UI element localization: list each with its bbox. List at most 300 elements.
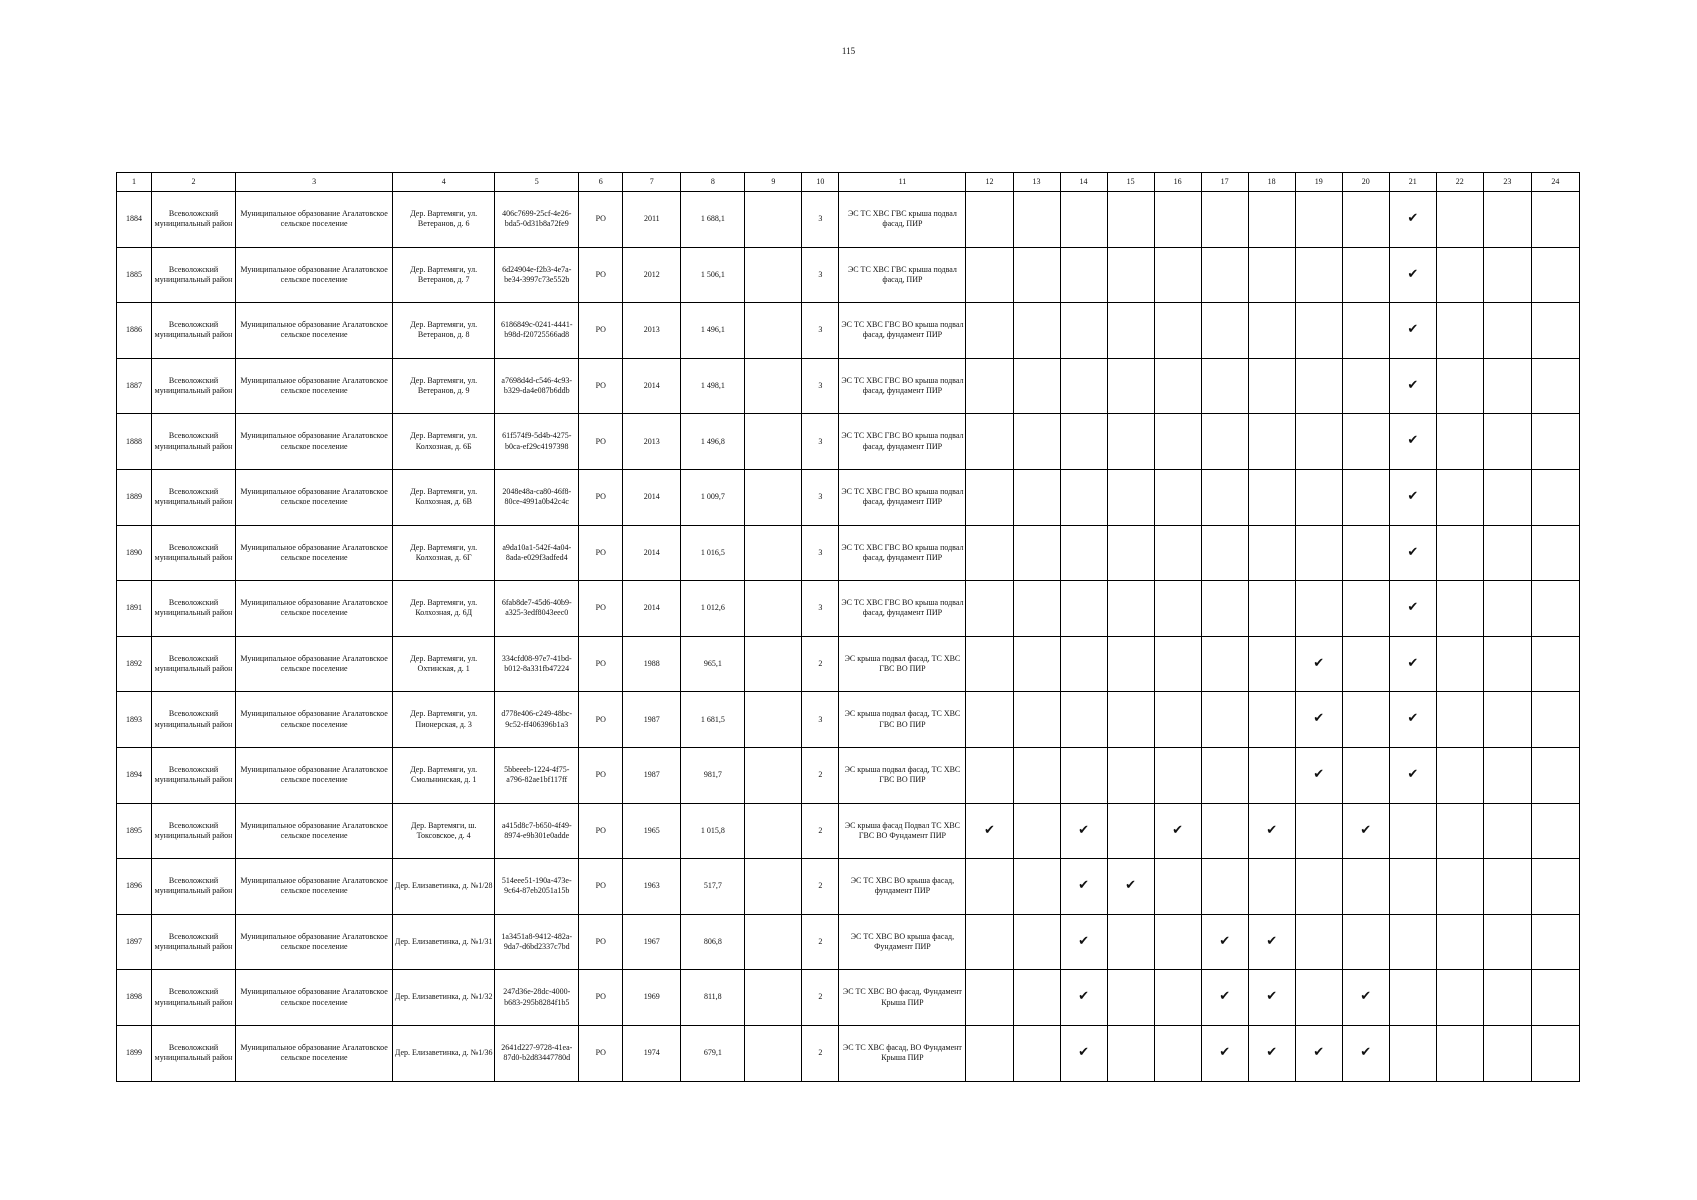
work-column-17-cell [1201,747,1248,803]
work-column-12-cell [966,525,1013,581]
district-cell: Всеволожский муниципальный район [152,358,236,414]
column-number-19: 19 [1295,173,1342,192]
column-number-row [117,173,1580,192]
housing-register-table [116,172,1580,1082]
row-number-cell: 1892 [117,636,152,692]
works-cell: ЭС ТС ХВС ГВС ВО крыша подвал фасад, фундамент ПИР [839,303,966,359]
work-column-12-cell [966,747,1013,803]
row-number-cell: 1894 [117,747,152,803]
work-column-12-cell [966,859,1013,915]
work-column-18-cell [1248,803,1295,859]
work-column-18-cell [1248,1025,1295,1081]
address-cell: Дер. Вартемяги, ул. Ветеранов, д. 9 [393,358,495,414]
building-id-cell: 1a3451a8-9412-482a-9da7-d6bd2337c7bd [495,914,579,970]
work-column-20-cell [1342,469,1389,525]
work-column-24-cell [1531,636,1579,692]
area-cell: 1 498,1 [681,358,745,414]
checkmark-icon: ✔ [984,822,995,838]
column-9-cell [745,914,802,970]
work-column-18-cell [1248,747,1295,803]
building-id-cell: 6186849c-0241-4441-b98d-f20725566ad8 [495,303,579,359]
work-column-14-cell [1060,358,1107,414]
work-column-23-cell [1483,747,1531,803]
type-cell: РО [579,636,623,692]
type-cell: РО [579,692,623,748]
work-column-18-cell [1248,581,1295,637]
column-number-7: 7 [623,173,681,192]
work-column-20-cell [1342,636,1389,692]
type-cell: РО [579,803,623,859]
work-column-24-cell [1531,859,1579,915]
type-cell: РО [579,414,623,470]
work-column-15-cell [1107,192,1154,248]
work-column-15-cell [1107,970,1154,1026]
works-cell: ЭС ТС ХВС ГВС ВО крыша подвал фасад, фундамент ПИР [839,414,966,470]
work-column-18-cell [1248,469,1295,525]
work-column-12-cell [966,1025,1013,1081]
area-cell: 1 496,8 [681,414,745,470]
work-column-20-cell [1342,1025,1389,1081]
column-number-1: 1 [117,173,152,192]
work-column-20-cell [1342,914,1389,970]
work-column-22-cell [1436,970,1483,1026]
address-cell: Дер. Вартемяги, ул. Ветеранов, д. 7 [393,247,495,303]
row-number-cell: 1890 [117,525,152,581]
work-column-16-cell [1154,914,1201,970]
municipality-cell: Муниципальное образование Агалатовское сельское поселение [236,803,393,859]
column-9-cell [745,747,802,803]
municipality-cell: Муниципальное образование Агалатовское сельское поселение [236,414,393,470]
work-column-22-cell [1436,636,1483,692]
column-number-12: 12 [966,173,1013,192]
work-column-12-cell [966,469,1013,525]
checkmark-icon: ✔ [1407,377,1419,393]
work-column-16-cell [1154,414,1201,470]
row-number-cell: 1897 [117,914,152,970]
work-column-14-cell [1060,692,1107,748]
work-column-23-cell [1483,247,1531,303]
checkmark-icon: ✔ [1078,1044,1089,1060]
work-column-13-cell [1013,970,1060,1026]
year-cell: 2014 [623,581,681,637]
table-row [117,803,1580,859]
work-column-24-cell [1531,581,1579,637]
district-cell: Всеволожский муниципальный район [152,1025,236,1081]
work-column-24-cell [1531,192,1579,248]
column-9-cell [745,247,802,303]
work-column-20-cell [1342,247,1389,303]
building-id-cell: 2048e48a-ca80-46f8-80ce-4991a0b42c4c [495,469,579,525]
work-column-20-cell [1342,803,1389,859]
year-cell: 1969 [623,970,681,1026]
work-column-14-cell [1060,1025,1107,1081]
work-column-23-cell [1483,636,1531,692]
checkmark-icon: ✔ [1407,600,1419,616]
district-cell: Всеволожский муниципальный район [152,469,236,525]
row-number-cell: 1899 [117,1025,152,1081]
work-column-24-cell [1531,803,1579,859]
work-column-20-cell [1342,414,1389,470]
work-column-24-cell [1531,692,1579,748]
work-column-13-cell [1013,358,1060,414]
column-number-24: 24 [1531,173,1579,192]
checkmark-icon: ✔ [1407,266,1419,282]
area-cell: 1 688,1 [681,192,745,248]
work-column-14-cell [1060,581,1107,637]
work-column-21-cell [1389,247,1436,303]
works-cell: ЭС ТС ХВС ГВС ВО крыша подвал фасад, фундамент ПИР [839,581,966,637]
work-column-22-cell [1436,247,1483,303]
work-column-24-cell [1531,970,1579,1026]
work-column-22-cell [1436,692,1483,748]
work-column-17-cell [1201,358,1248,414]
work-column-12-cell [966,303,1013,359]
table-row [117,859,1580,915]
district-cell: Всеволожский муниципальный район [152,859,236,915]
address-cell: Дер. Вартемяги, ул. Охтинская, д. 1 [393,636,495,692]
work-column-23-cell [1483,414,1531,470]
work-column-20-cell [1342,303,1389,359]
work-column-16-cell [1154,859,1201,915]
works-cell: ЭС крыша подвал фасад, ТС ХВС ГВС ВО ПИР [839,636,966,692]
table-row [117,525,1580,581]
work-column-24-cell [1531,414,1579,470]
work-column-21-cell [1389,525,1436,581]
work-column-17-cell [1201,692,1248,748]
district-cell: Всеволожский муниципальный район [152,914,236,970]
work-column-17-cell [1201,970,1248,1026]
area-cell: 981,7 [681,747,745,803]
work-column-13-cell [1013,636,1060,692]
column-10-cell: 3 [802,525,839,581]
type-cell: РО [579,303,623,359]
municipality-cell: Муниципальное образование Агалатовское сельское поселение [236,692,393,748]
address-cell: Дер. Вартемяги, ул. Пионерская, д. 3 [393,692,495,748]
checkmark-icon: ✔ [1407,655,1419,671]
column-number-13: 13 [1013,173,1060,192]
work-column-18-cell [1248,914,1295,970]
work-column-15-cell [1107,358,1154,414]
work-column-14-cell [1060,525,1107,581]
work-column-24-cell [1531,247,1579,303]
work-column-21-cell [1389,1025,1436,1081]
work-column-12-cell [966,692,1013,748]
work-column-23-cell [1483,581,1531,637]
page-number: 115 [841,46,856,56]
works-cell: ЭС ТС ХВС ВО крыша фасад, фундамент ПИР [839,859,966,915]
year-cell: 1965 [623,803,681,859]
work-column-21-cell [1389,469,1436,525]
type-cell: РО [579,525,623,581]
municipality-cell: Муниципальное образование Агалатовское сельское поселение [236,636,393,692]
column-number-8: 8 [681,173,745,192]
checkmark-icon: ✔ [1266,822,1278,838]
checkmark-icon: ✔ [1407,766,1419,782]
checkmark-icon: ✔ [1219,989,1231,1005]
work-column-16-cell [1154,803,1201,859]
work-column-15-cell [1107,914,1154,970]
table-row [117,358,1580,414]
work-column-15-cell [1107,469,1154,525]
work-column-13-cell [1013,581,1060,637]
building-id-cell: 6d24904e-f2b3-4e7a-be34-3997c73e552b [495,247,579,303]
municipality-cell: Муниципальное образование Агалатовское сельское поселение [236,358,393,414]
municipality-cell: Муниципальное образование Агалатовское сельское поселение [236,469,393,525]
year-cell: 2013 [623,303,681,359]
address-cell: Дер. Вартемяги, ул. Смольнинская, д. 1 [393,747,495,803]
work-column-12-cell [966,914,1013,970]
column-number-11: 11 [839,173,966,192]
checkmark-icon: ✔ [1266,989,1278,1005]
work-column-23-cell [1483,692,1531,748]
checkmark-icon: ✔ [1078,933,1089,949]
work-column-17-cell [1201,803,1248,859]
work-column-23-cell [1483,303,1531,359]
type-cell: РО [579,247,623,303]
municipality-cell: Муниципальное образование Агалатовское сельское поселение [236,581,393,637]
work-column-19-cell [1295,469,1342,525]
column-10-cell: 3 [802,358,839,414]
checkmark-icon: ✔ [1266,933,1278,949]
column-9-cell [745,469,802,525]
checkmark-icon: ✔ [1313,711,1325,727]
work-column-18-cell [1248,692,1295,748]
checkmark-icon: ✔ [1407,488,1419,504]
municipality-cell: Муниципальное образование Агалатовское сельское поселение [236,747,393,803]
district-cell: Всеволожский муниципальный район [152,192,236,248]
year-cell: 2011 [623,192,681,248]
work-column-21-cell [1389,636,1436,692]
row-number-cell: 1898 [117,970,152,1026]
area-cell: 1 681,5 [681,692,745,748]
building-id-cell: 247d36e-28dc-4000-b683-295b8284f1b5 [495,970,579,1026]
work-column-23-cell [1483,970,1531,1026]
type-cell: РО [579,469,623,525]
district-cell: Всеволожский муниципальный район [152,581,236,637]
work-column-17-cell [1201,581,1248,637]
work-column-22-cell [1436,803,1483,859]
work-column-16-cell [1154,1025,1201,1081]
column-10-cell: 3 [802,414,839,470]
work-column-16-cell [1154,303,1201,359]
column-9-cell [745,358,802,414]
type-cell: РО [579,859,623,915]
work-column-23-cell [1483,1025,1531,1081]
column-9-cell [745,636,802,692]
table-row [117,914,1580,970]
column-10-cell: 3 [802,692,839,748]
work-column-22-cell [1436,358,1483,414]
work-column-22-cell [1436,1025,1483,1081]
works-cell: ЭС ТС ХВС ВО крыша фасад, Фундамент ПИР [839,914,966,970]
work-column-19-cell [1295,803,1342,859]
column-10-cell: 2 [802,914,839,970]
column-9-cell [745,581,802,637]
building-id-cell: 2641d227-9728-41ea-87d0-b2d83447780d [495,1025,579,1081]
work-column-14-cell [1060,803,1107,859]
work-column-22-cell [1436,859,1483,915]
address-cell: Дер. Елизаветинка, д. №1/36 [393,1025,495,1081]
area-cell: 679,1 [681,1025,745,1081]
work-column-14-cell [1060,914,1107,970]
work-column-14-cell [1060,192,1107,248]
type-cell: РО [579,914,623,970]
column-9-cell [745,414,802,470]
work-column-17-cell [1201,1025,1248,1081]
work-column-17-cell [1201,525,1248,581]
building-id-cell: 6fab8de7-45d6-40b9-a325-3edf8043eec0 [495,581,579,637]
work-column-12-cell [966,636,1013,692]
year-cell: 1988 [623,636,681,692]
work-column-20-cell [1342,581,1389,637]
work-column-23-cell [1483,914,1531,970]
work-column-21-cell [1389,914,1436,970]
work-column-19-cell [1295,859,1342,915]
address-cell: Дер. Елизаветинка, д. №1/32 [393,970,495,1026]
district-cell: Всеволожский муниципальный район [152,636,236,692]
address-cell: Дер. Вартемяги, ш. Токсовское, д. 4 [393,803,495,859]
work-column-22-cell [1436,303,1483,359]
work-column-17-cell [1201,247,1248,303]
works-cell: ЭС крыша фасад Подвал ТС ХВС ГВС ВО Фундамент ПИР [839,803,966,859]
type-cell: РО [579,747,623,803]
area-cell: 1 012,6 [681,581,745,637]
column-number-20: 20 [1342,173,1389,192]
work-column-20-cell [1342,970,1389,1026]
checkmark-icon: ✔ [1219,933,1231,949]
work-column-21-cell [1389,803,1436,859]
work-column-21-cell [1389,303,1436,359]
row-number-cell: 1893 [117,692,152,748]
work-column-19-cell [1295,414,1342,470]
work-column-21-cell [1389,192,1436,248]
work-column-16-cell [1154,747,1201,803]
work-column-15-cell [1107,581,1154,637]
checkmark-icon: ✔ [1172,822,1184,838]
row-number-cell: 1889 [117,469,152,525]
row-number-cell: 1896 [117,859,152,915]
work-column-14-cell [1060,469,1107,525]
table-row [117,692,1580,748]
work-column-15-cell [1107,414,1154,470]
municipality-cell: Муниципальное образование Агалатовское сельское поселение [236,859,393,915]
work-column-19-cell [1295,747,1342,803]
building-id-cell: a415d8c7-b650-4f49-8974-e9b301e0adde [495,803,579,859]
column-number-5: 5 [495,173,579,192]
checkmark-icon: ✔ [1360,1044,1372,1060]
column-9-cell [745,525,802,581]
year-cell: 1963 [623,859,681,915]
table-row [117,970,1580,1026]
column-9-cell [745,859,802,915]
work-column-17-cell [1201,636,1248,692]
checkmark-icon: ✔ [1313,1044,1325,1060]
district-cell: Всеволожский муниципальный район [152,803,236,859]
work-column-15-cell [1107,247,1154,303]
work-column-22-cell [1436,525,1483,581]
work-column-22-cell [1436,192,1483,248]
year-cell: 1974 [623,1025,681,1081]
address-cell: Дер. Вартемяги, ул. Колхозная, д. 6В [393,469,495,525]
table-row [117,747,1580,803]
work-column-16-cell [1154,636,1201,692]
column-number-9: 9 [745,173,802,192]
column-10-cell: 3 [802,192,839,248]
works-cell: ЭС крыша подвал фасад, ТС ХВС ГВС ВО ПИР [839,747,966,803]
table-row [117,581,1580,637]
work-column-13-cell [1013,1025,1060,1081]
building-id-cell: a7698d4d-c546-4c93-b329-da4e087b6ddb [495,358,579,414]
work-column-20-cell [1342,692,1389,748]
work-column-15-cell [1107,1025,1154,1081]
row-number-cell: 1888 [117,414,152,470]
building-id-cell: d778e406-c249-48bc-9c52-ff406396b1a3 [495,692,579,748]
building-id-cell: 334cfd08-97e7-41bd-b012-8a331fb47224 [495,636,579,692]
work-column-18-cell [1248,247,1295,303]
address-cell: Дер. Вартемяги, ул. Колхозная, д. 6Б [393,414,495,470]
column-number-3: 3 [236,173,393,192]
work-column-16-cell [1154,525,1201,581]
column-10-cell: 3 [802,303,839,359]
area-cell: 1 016,5 [681,525,745,581]
type-cell: РО [579,358,623,414]
work-column-24-cell [1531,469,1579,525]
building-id-cell: 5bbeeeb-1224-4f75-a796-82ae1bf117ff [495,747,579,803]
year-cell: 2013 [623,414,681,470]
row-number-cell: 1895 [117,803,152,859]
work-column-18-cell [1248,358,1295,414]
work-column-16-cell [1154,192,1201,248]
row-number-cell: 1891 [117,581,152,637]
works-cell: ЭС ТС ХВС ГВС ВО крыша подвал фасад, фундамент ПИР [839,525,966,581]
type-cell: РО [579,970,623,1026]
work-column-22-cell [1436,469,1483,525]
works-cell: ЭС ТС ХВС ГВС ВО крыша подвал фасад, фундамент ПИР [839,469,966,525]
area-cell: 1 015,8 [681,803,745,859]
works-cell: ЭС ТС ХВС ГВС ВО крыша подвал фасад, фундамент ПИР [839,358,966,414]
work-column-16-cell [1154,247,1201,303]
checkmark-icon: ✔ [1313,766,1325,782]
work-column-15-cell [1107,859,1154,915]
checkmark-icon: ✔ [1078,878,1089,894]
work-column-15-cell [1107,303,1154,359]
row-number-cell: 1885 [117,247,152,303]
work-column-13-cell [1013,692,1060,748]
year-cell: 2014 [623,525,681,581]
address-cell: Дер. Вартемяги, ул. Ветеранов, д. 6 [393,192,495,248]
work-column-23-cell [1483,469,1531,525]
work-column-12-cell [966,414,1013,470]
area-cell: 1 009,7 [681,469,745,525]
work-column-23-cell [1483,525,1531,581]
work-column-14-cell [1060,970,1107,1026]
year-cell: 2014 [623,469,681,525]
work-column-21-cell [1389,692,1436,748]
work-column-21-cell [1389,581,1436,637]
address-cell: Дер. Елизаветинка, д. №1/28 [393,859,495,915]
work-column-15-cell [1107,803,1154,859]
work-column-13-cell [1013,803,1060,859]
column-9-cell [745,803,802,859]
column-9-cell [745,970,802,1026]
checkmark-icon: ✔ [1360,822,1372,838]
column-number-15: 15 [1107,173,1154,192]
year-cell: 1987 [623,747,681,803]
table-row [117,1025,1580,1081]
work-column-14-cell [1060,303,1107,359]
column-9-cell [745,303,802,359]
work-column-18-cell [1248,636,1295,692]
